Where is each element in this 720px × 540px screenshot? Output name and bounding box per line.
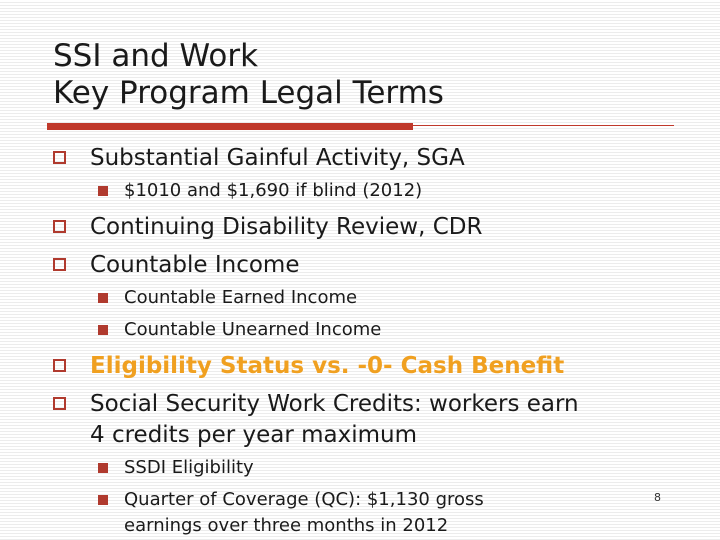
slide-title-line-1: SSI and Work	[53, 38, 259, 74]
hollow-square-icon	[53, 151, 66, 164]
sub-bullet-text-continuation: earnings over three months in 2012	[124, 515, 449, 536]
sub-bullet-text: SSDI Eligibility	[124, 457, 254, 478]
filled-square-icon	[98, 325, 108, 335]
hollow-square-icon	[53, 397, 66, 410]
bullet-text: Substantial Gainful Activity, SGA	[90, 145, 465, 171]
filled-square-icon	[98, 186, 108, 196]
slide-number: 8	[654, 491, 661, 504]
slide-title	[53, 38, 444, 112]
bullet-text-continuation: 4 credits per year maximum	[90, 422, 418, 448]
title-underline-thick	[47, 123, 413, 130]
filled-square-icon	[98, 495, 108, 505]
sub-bullet-text: $1010 and $1,690 if blind (2012)	[124, 180, 423, 201]
slide-title-line-2: Key Program Legal Terms	[53, 75, 444, 111]
sub-bullet-text: Quarter of Coverage (QC): $1,130 gross	[124, 489, 484, 510]
bullet-text: Continuing Disability Review, CDR	[90, 214, 483, 240]
sub-bullet-text: Countable Unearned Income	[124, 319, 382, 340]
filled-square-icon	[98, 293, 108, 303]
bullet-text: Countable Income	[90, 252, 300, 278]
hollow-square-icon	[53, 220, 66, 233]
hollow-square-icon	[53, 258, 66, 271]
bullet-text: Social Security Work Credits: workers earn	[90, 391, 579, 417]
filled-square-icon	[98, 463, 108, 473]
bullet-text: Eligibility Status vs. -0- Cash Benefit	[90, 353, 565, 379]
sub-bullet-text: Countable Earned Income	[124, 287, 358, 308]
hollow-square-icon	[53, 359, 66, 372]
